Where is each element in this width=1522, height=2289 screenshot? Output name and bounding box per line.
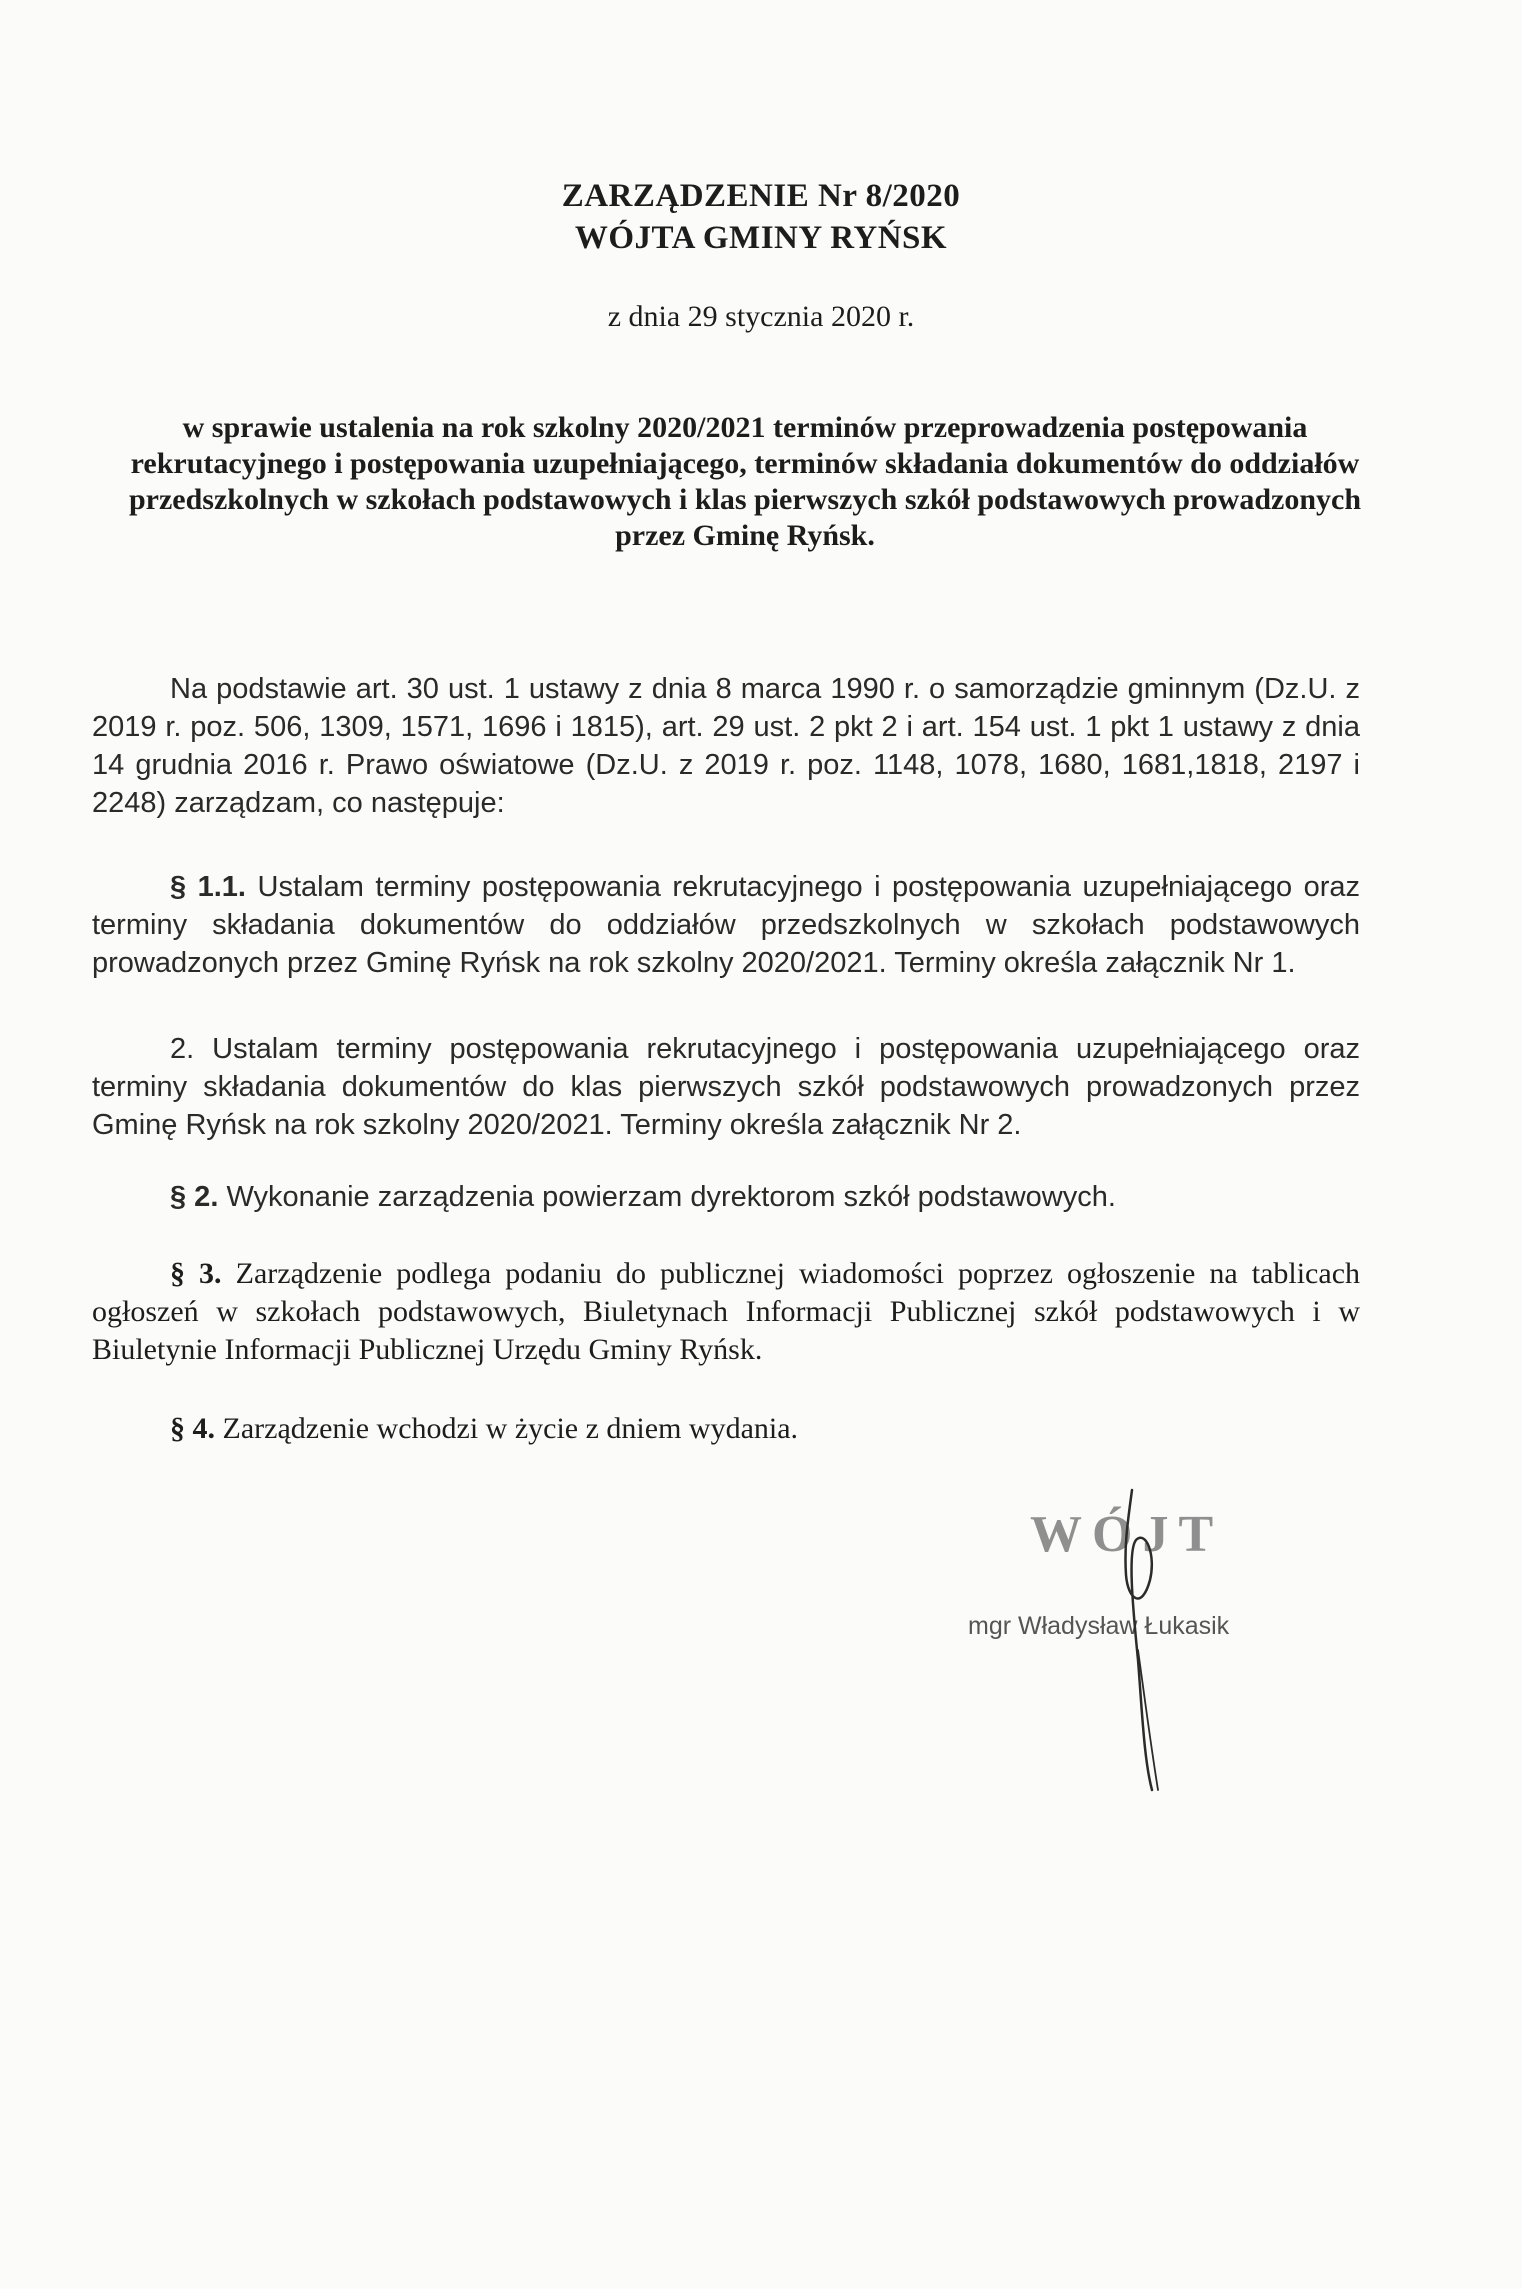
document-issuer: WÓJTA GMINY RYŃSK [574, 220, 948, 256]
section-1-1-text: Ustalam terminy postępowania rekrutacyjnego i postępowania uzupełniającego oraz terminy składania dokumentów do oddziałów przedszkolnych w szkołach podstawowych prowadzonych przez Gminę Ryńsk na rok szkolny 2020/2021. Terminy określa załącznik Nr 1. [92, 871, 1361, 979]
legal-basis-paragraph: Na podstawie art. 30 ust. 1 ustawy z dnia 8 marca 1990 r. o samorządzie gminnym (Dz.U. z 2019 r. poz. 506, 1309, 1571, 1696 i 1815), art. 29 ust. 2 pkt 2 i art. 154 ust. 1 pkt 1 ustawy z dnia 14 grudnia 2016 r. Prawo oświatowe (Dz.U. z 2019 r. poz. 1148, 1078, 1680, 1681,1818, 2197 i 2248) zarządzam, co następuje: [92, 673, 1360, 819]
section-2-number: § 2. [170, 1181, 219, 1213]
section-4-number: § 4. [170, 1412, 215, 1445]
section-3-text: Zarządzenie podlega podaniu do publicznej wiadomości poprzez ogłoszenie na tablicach ogłoszeń w szkołach podstawowych, Biuletynach Informacji Publicznej szkół podstawowych i w Biuletynie Informacji Publicznej Urzędu Gminy Ryńsk. [92, 1257, 1361, 1366]
section-3 [92, 1255, 1360, 1369]
section-4-text: Zarządzenie wchodzi w życie z dniem wydania. [222, 1412, 799, 1445]
section-1-2-text: Ustalam terminy postępowania rekrutacyjnego i postępowania uzupełniającego oraz terminy składania dokumentów do klas pierwszych szkół podstawowych prowadzonych przez Gminę Ryńsk na rok szkolny 2020/2021. Terminy określa załącznik Nr 2. [92, 1033, 1361, 1141]
document-subject: w sprawie ustalenia na rok szkolny 2020/2021 terminów przeprowadzenia postępowania rekrutacyjnego i postępowania uzupełniającego, terminów składania dokumentów do oddziałów przedszkolnych w szkołach podstawowych i klas pierwszych szkół podstawowych prowadzonych przez Gminę Ryńsk. [128, 411, 1362, 552]
section-3-number: § 3. [170, 1257, 222, 1290]
section-1-2 [92, 1030, 1360, 1144]
section-2 [92, 1178, 1360, 1216]
section-1-1-number: § 1.1. [170, 871, 246, 903]
document-date: z dnia 29 stycznia 2020 r. [607, 300, 915, 333]
official-stamp-title: WÓJT [1030, 1506, 1224, 1563]
section-2-text: Wykonanie zarządzenia powierzam dyrektorom szkół podstawowych. [226, 1181, 1116, 1213]
section-1-1 [92, 868, 1360, 982]
official-stamp-name: mgr Władysław Łukasik [968, 1612, 1230, 1640]
document-title: ZARZĄDZENIE Nr 8/2020 [561, 178, 961, 214]
section-1-2-number: 2. [170, 1033, 195, 1065]
section-4 [92, 1410, 1360, 1448]
